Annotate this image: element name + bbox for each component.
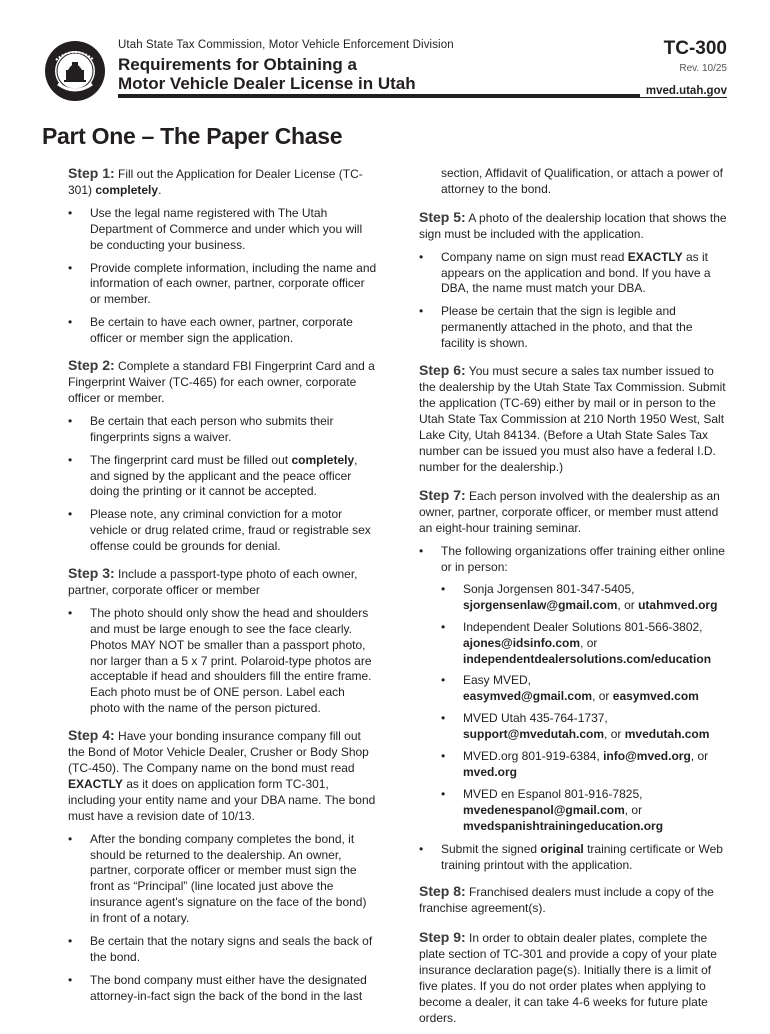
- step-number: Step 1:: [68, 165, 115, 181]
- org-email-link[interactable]: mvedenespanol@gmail.com: [463, 802, 625, 817]
- step-6: [419, 363, 727, 475]
- org-website-link[interactable]: mvedutah.com: [624, 727, 710, 742]
- training-org-item: [441, 749, 727, 781]
- step-3: [68, 566, 378, 599]
- org-email-link[interactable]: easymved@gmail.com: [463, 689, 593, 704]
- list-item: • Be certain that each person who submits their fingerprints signs a waiver.: [68, 414, 378, 446]
- step-text: Complete a standard FBI Fingerprint Card and a Fingerprint Waiver (TC-465) for each owner, corporate officer or member.: [68, 359, 375, 405]
- step-4-bullets: [68, 832, 378, 1005]
- list-item: [419, 250, 727, 298]
- list-item: • Please note, any criminal conviction for a motor vehicle or drug related crime, fraud or registrable sex offense could be grounds for denial.: [68, 507, 378, 555]
- step-text: Fill out the Application for Dealer License (TC-301): [68, 167, 363, 197]
- step-number: Step 3:: [68, 565, 115, 582]
- agency-name: Utah State Tax Commission, Motor Vehicle Enforcement Division: [118, 39, 454, 51]
- step-text: You must secure a sales tax number issued to the dealership by the Utah State Tax Commission. Submit the application (TC-69) either by mail or in person to the Utah State Tax Commission at 210 North 1950 West, Salt Lake City, Utah 84134. (Before a Utah State Sales Tax number can be issued you must also have a federal I.D. number for the dealership.): [419, 364, 726, 474]
- list-item: • Please be certain that the sign is legible and permanently attached in the photo, and that the facility is shown.: [419, 304, 727, 352]
- step-1-bullets: [68, 206, 378, 347]
- org-name: Independent Dealer Solutions 801-566-3802,: [463, 619, 703, 634]
- training-org-item: [441, 582, 727, 614]
- step-8: [419, 884, 727, 917]
- document-title: [118, 55, 416, 93]
- org-name: Easy MVED,: [463, 673, 532, 688]
- step-text: Include a passport-type photo of each owner, partner, corporate officer or member: [68, 567, 358, 597]
- step-text: as it does on application form TC-301, including your entity name and your DBA name. The bond must have a revision date of 10/13.: [68, 776, 376, 823]
- step-4: [68, 728, 378, 824]
- state-seal-logo: [44, 40, 106, 102]
- org-email-link[interactable]: sjorgensenlaw@gmail.com: [463, 597, 618, 612]
- step-text: Each person involved with the dealership as an owner, partner, corporate officer, or member must attend an eight-hour training seminar.: [419, 489, 720, 536]
- list-item: • After the bonding company completes the bond, it should be returned to the dealership. An owner, partner, corporate officer or member must sign the front as “Principal” (line located just above the insurance agent's signature on the face of the bond) in front of a notary.: [68, 832, 378, 927]
- org-email-link[interactable]: support@mvedutah.com: [463, 727, 605, 742]
- step-number: Step 6:: [419, 362, 466, 379]
- org-separator: , or: [592, 689, 613, 704]
- part-title: Part One – The Paper Chase: [42, 123, 343, 149]
- org-email-link[interactable]: ajones@idsinfo.com: [463, 635, 581, 650]
- step-1: [68, 166, 378, 199]
- list-item: • Be certain that the notary signs and seals the back of the bond.: [68, 934, 378, 966]
- list-item: [419, 544, 727, 835]
- step-number: Step 9:: [419, 929, 466, 946]
- website-link[interactable]: mved.utah.gov: [640, 85, 727, 97]
- step-number: Step 7:: [419, 487, 466, 504]
- training-org-item: [441, 787, 727, 835]
- step-emphasis: completely: [95, 182, 159, 197]
- training-org-item: [441, 711, 727, 743]
- list-item: • Use the legal name registered with The Utah Department of Commerce and under which you will be conducting your business.: [68, 206, 378, 254]
- right-column: [419, 166, 727, 1034]
- step-number: Step 4:: [68, 727, 115, 744]
- list-item: • Be certain to have each owner, partner, corporate officer or member sign the application.: [68, 315, 378, 347]
- step-7-bullets: [419, 544, 727, 873]
- step-number: Step 2:: [68, 357, 115, 374]
- list-emphasis: completely: [291, 452, 355, 467]
- header-rule: [118, 94, 727, 98]
- org-separator: , or: [624, 802, 643, 817]
- step-9: [419, 930, 727, 1026]
- step-number: Step 8:: [419, 883, 466, 900]
- org-email-link[interactable]: info@mved.org: [603, 749, 691, 764]
- list-text: training certificate or Web training printout with the application.: [441, 841, 723, 872]
- step-text: In order to obtain dealer plates, complete the plate section of TC-301 and provide a copy of your plate insurance declaration page(s). Initially there is a limit of five plates. If you do not order plates when applying to become a dealer, it can take 4-6 weeks for future plate orders.: [419, 931, 717, 1025]
- org-name: Sonja Jorgensen 801-347-5405,: [463, 581, 635, 596]
- document-title-line-1: Requirements for Obtaining a: [118, 55, 357, 74]
- list-item: • The bond company must either have the designated attorney-in-fact sign the back of the bond in the last: [68, 973, 378, 1005]
- step-5: [419, 210, 727, 243]
- training-org-item: [441, 673, 727, 705]
- org-separator: , or: [580, 635, 598, 650]
- list-emphasis: EXACTLY: [627, 249, 683, 264]
- list-item: • Provide complete information, including the name and information of each owner, partner, corporate officer or member.: [68, 261, 378, 309]
- org-website-link[interactable]: independentdealersolutions.com/education: [463, 651, 712, 666]
- org-name: MVED Utah 435-764-1737,: [463, 711, 608, 726]
- org-name: MVED.org 801-919-6384,: [463, 749, 604, 764]
- document-title-line-2: Motor Vehicle Dealer License in Utah: [118, 74, 416, 93]
- list-text: Submit the signed: [441, 841, 541, 856]
- list-emphasis: original: [540, 841, 584, 856]
- org-website-link[interactable]: mved.org: [463, 765, 518, 779]
- org-separator: , or: [690, 749, 709, 764]
- org-website-link[interactable]: mvedspanishtrainingeducation.org: [463, 818, 664, 833]
- step-3-bullets: [68, 606, 378, 717]
- list-item: • The photo should only show the head and shoulders and must be large enough to see the face clearly. Photos MAY NOT be smaller than a passport photo, nor larger than a 5 x 7 print. Polaroid-type photos are acceptable if head and shoulders fill the entire frame. Each photo must be of ONE person. Label each photo with the name of the person pictured.: [68, 606, 378, 717]
- list-text: Company name on sign must read: [441, 249, 628, 264]
- step-7: [419, 488, 727, 537]
- revision-date: Rev. 10/25: [679, 63, 727, 74]
- list-text: , and signed by the applicant and the peace officer doing the printing or it cannot be accepted.: [90, 452, 358, 499]
- list-item: [68, 453, 378, 501]
- list-text: The following organizations offer training either online or in person:: [441, 544, 725, 575]
- step-number: Step 5:: [419, 208, 466, 225]
- step-4-continued: section, Affidavit of Qualification, or attach a power of attorney to the bond.: [441, 166, 723, 196]
- org-name: MVED en Espanol 801-916-7825,: [463, 786, 643, 801]
- org-separator: , or: [617, 597, 639, 612]
- list-text: The fingerprint card must be filled out: [90, 452, 292, 467]
- list-text: as it appears on the application and bond. If you have a DBA, the name must match your DBA.: [441, 249, 711, 296]
- org-separator: , or: [604, 727, 625, 742]
- list-item: [419, 842, 727, 874]
- left-column: [68, 166, 378, 1016]
- step-text: Franchised dealers must include a copy of the franchise agreement(s).: [419, 885, 714, 916]
- step-2-bullets: [68, 414, 378, 555]
- step-2: [68, 358, 378, 407]
- training-org-item: [441, 620, 727, 668]
- step-5-bullets: [419, 250, 727, 352]
- form-number: TC-300: [663, 38, 727, 59]
- step-text: Have your bonding insurance company fill out the Bond of Motor Vehicle Dealer, Crusher or Body Shop (TC-450). The Company name on the bond must read: [68, 729, 369, 775]
- step-emphasis: EXACTLY: [68, 776, 123, 791]
- training-org-list: [441, 582, 727, 835]
- org-website-link[interactable]: easymved.com: [612, 689, 699, 704]
- step-text: A photo of the dealership location that shows the sign must be included with the application.: [419, 210, 727, 241]
- step-text-end: .: [158, 182, 162, 197]
- org-website-link[interactable]: utahmved.org: [638, 597, 718, 612]
